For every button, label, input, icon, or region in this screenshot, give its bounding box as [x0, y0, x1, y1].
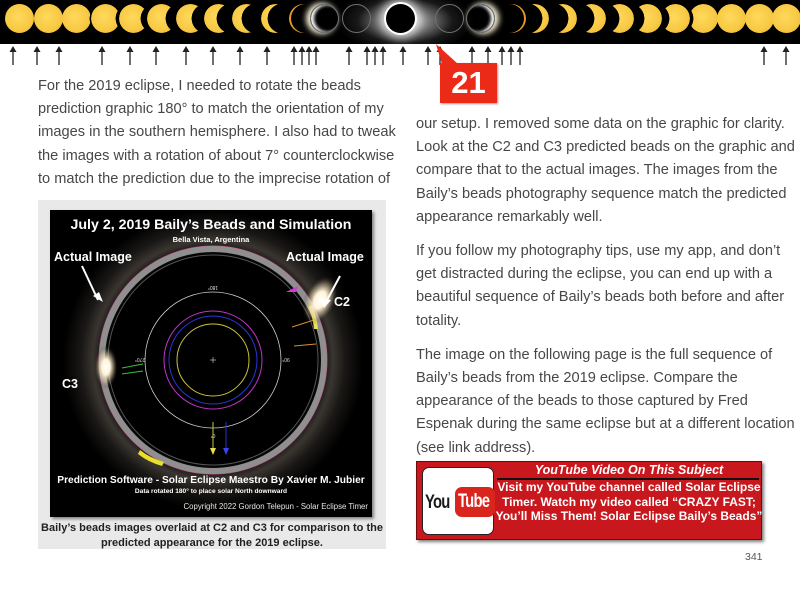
svg-text:90°: 90°: [282, 356, 290, 362]
bead-pointer-arrow-icon: [262, 44, 272, 66]
youtube-logo-you: You: [425, 492, 450, 513]
eclipse-bead-22: [633, 4, 662, 33]
youtube-box-body: Visit my YouTube channel called Solar Eclipse Timer. Watch my video called “CRAZY FAST; You’ll Miss Them! Solar Eclipse Baily’s Beads”: [495, 480, 763, 524]
youtube-video-box[interactable]: [416, 461, 762, 540]
label-c3: C3: [62, 377, 78, 391]
callout-number: 21: [451, 65, 486, 100]
bead-arrow-row: [0, 44, 800, 68]
right-paragraph-1: our setup. I removed some data on the graphic for clarity. Look at the C2 and C3 predicted beads on the graphic and compare that to the actual images. The images from the Baily’s beads photography sequence match the predicted appearance remarkably well.: [416, 116, 795, 225]
bead-pointer-arrow-icon: [97, 44, 107, 66]
bead-pointer-arrow-icon: [344, 44, 354, 66]
youtube-box-heading: YouTube Video On This Subject: [534, 463, 724, 477]
bead-pointer-arrow-icon: [8, 44, 18, 66]
left-paragraph: For the 2019 eclipse, I needed to rotate the beads prediction graphic 180° to match the orientation of my images in the southern hemisphere. I also had to tweak the images with a rotation of about 7° counterclockwise to match the prediction due to the imprecise rotation of: [38, 78, 396, 187]
eclipse-bead-23: [661, 4, 690, 33]
page-number: 341: [745, 551, 763, 563]
eclipse-bead-16: [466, 4, 495, 33]
eclipse-bead-26: [745, 4, 774, 33]
eclipse-bead-14: [386, 4, 415, 33]
eclipse-bead-7: [176, 4, 205, 33]
eclipse-bead-2: [34, 4, 63, 33]
figure-caption: Baily’s beads images overlaid at C2 and C3 for comparison to the predicted appearance for the 2019 eclipse.: [41, 522, 383, 549]
eclipse-bead-24: [689, 4, 718, 33]
bead-pointer-arrow-icon: [235, 44, 245, 66]
bead-pointer-arrow-icon: [781, 44, 791, 66]
figure-footer-software: Prediction Software - Solar Eclipse Maestro By Xavier M. Jubier: [57, 475, 365, 486]
eclipse-bead-3: [62, 4, 91, 33]
svg-text:270°: 270°: [134, 356, 146, 362]
bead-pointer-arrow-icon: [32, 44, 42, 66]
bead-pointer-arrow-icon: [515, 44, 525, 66]
bead-pointer-arrow-icon: [311, 44, 321, 66]
eclipse-sequence-strip: [0, 0, 800, 44]
bailys-beads-simulation-image: [50, 210, 372, 517]
eclipse-bead-1: [5, 4, 34, 33]
right-paragraph-3: The image on the following page is the full sequence of Baily’s beads from the 2019 eclipse. Compare the appearance of the beads to those captured by Fred Espenak during the same eclipse but at a different location (see link address).: [416, 346, 795, 456]
eclipse-bead-25: [717, 4, 746, 33]
eclipse-bead-5: [119, 4, 148, 33]
eclipse-bead-27: [772, 4, 800, 33]
label-c2: C2: [334, 295, 350, 309]
youtube-logo-tube: Tube: [458, 491, 490, 512]
figure-title: July 2, 2019 Baily’s Beads and Simulation: [70, 217, 352, 233]
right-column: [416, 113, 796, 471]
figure-copyright: Copyright 2022 Gordon Telepun - Solar Eclipse Timer: [183, 502, 368, 511]
eclipse-bead-20: [577, 4, 606, 33]
eclipse-bead-6: [147, 4, 176, 33]
callout-pointer-icon: [434, 44, 458, 66]
bead-pointer-arrow-icon: [125, 44, 135, 66]
bead-pointer-arrow-icon: [398, 44, 408, 66]
figure-subtitle: Bella Vista, Argentina: [172, 235, 250, 244]
youtube-logo-tube-badge: [455, 487, 495, 517]
bead-pointer-arrow-icon: [208, 44, 218, 66]
bead-pointer-arrow-icon: [423, 44, 433, 66]
svg-text:180°: 180°: [207, 284, 219, 290]
svg-text:0°: 0°: [210, 432, 216, 438]
bead-pointer-arrow-icon: [181, 44, 191, 66]
bead-pointer-arrow-icon: [151, 44, 161, 66]
callout-badge: [440, 63, 497, 103]
eclipse-bead-21: [605, 4, 634, 33]
eclipse-bead-12: [310, 4, 339, 33]
eclipse-bead-19: [548, 4, 577, 33]
right-paragraph-2: If you follow my photography tips, use my app, and don’t get distracted during the eclipse, you can end up with a beautiful sequence of Baily’s beads both before and after totality.: [416, 243, 785, 329]
eclipse-bead-8: [204, 4, 233, 33]
bead-pointer-arrow-icon: [759, 44, 769, 66]
eclipse-bead-9: [232, 4, 261, 33]
eclipse-bead-15: [435, 4, 464, 33]
eclipse-bead-13: [342, 4, 371, 33]
label-actual-image-right: Actual Image: [286, 250, 364, 264]
eclipse-bead-18: [520, 4, 549, 33]
eclipse-bead-4: [91, 4, 120, 33]
bead-pointer-arrow-icon: [378, 44, 388, 66]
figure-footer-rotation-note: Data rotated 180° to place solar North downward: [134, 488, 288, 495]
eclipse-bead-10: [261, 4, 290, 33]
figure-panel: [38, 200, 386, 549]
bead-pointer-arrow-icon: [54, 44, 64, 66]
youtube-logo-icon[interactable]: [422, 467, 494, 535]
label-actual-image-left: Actual Image: [54, 250, 132, 264]
